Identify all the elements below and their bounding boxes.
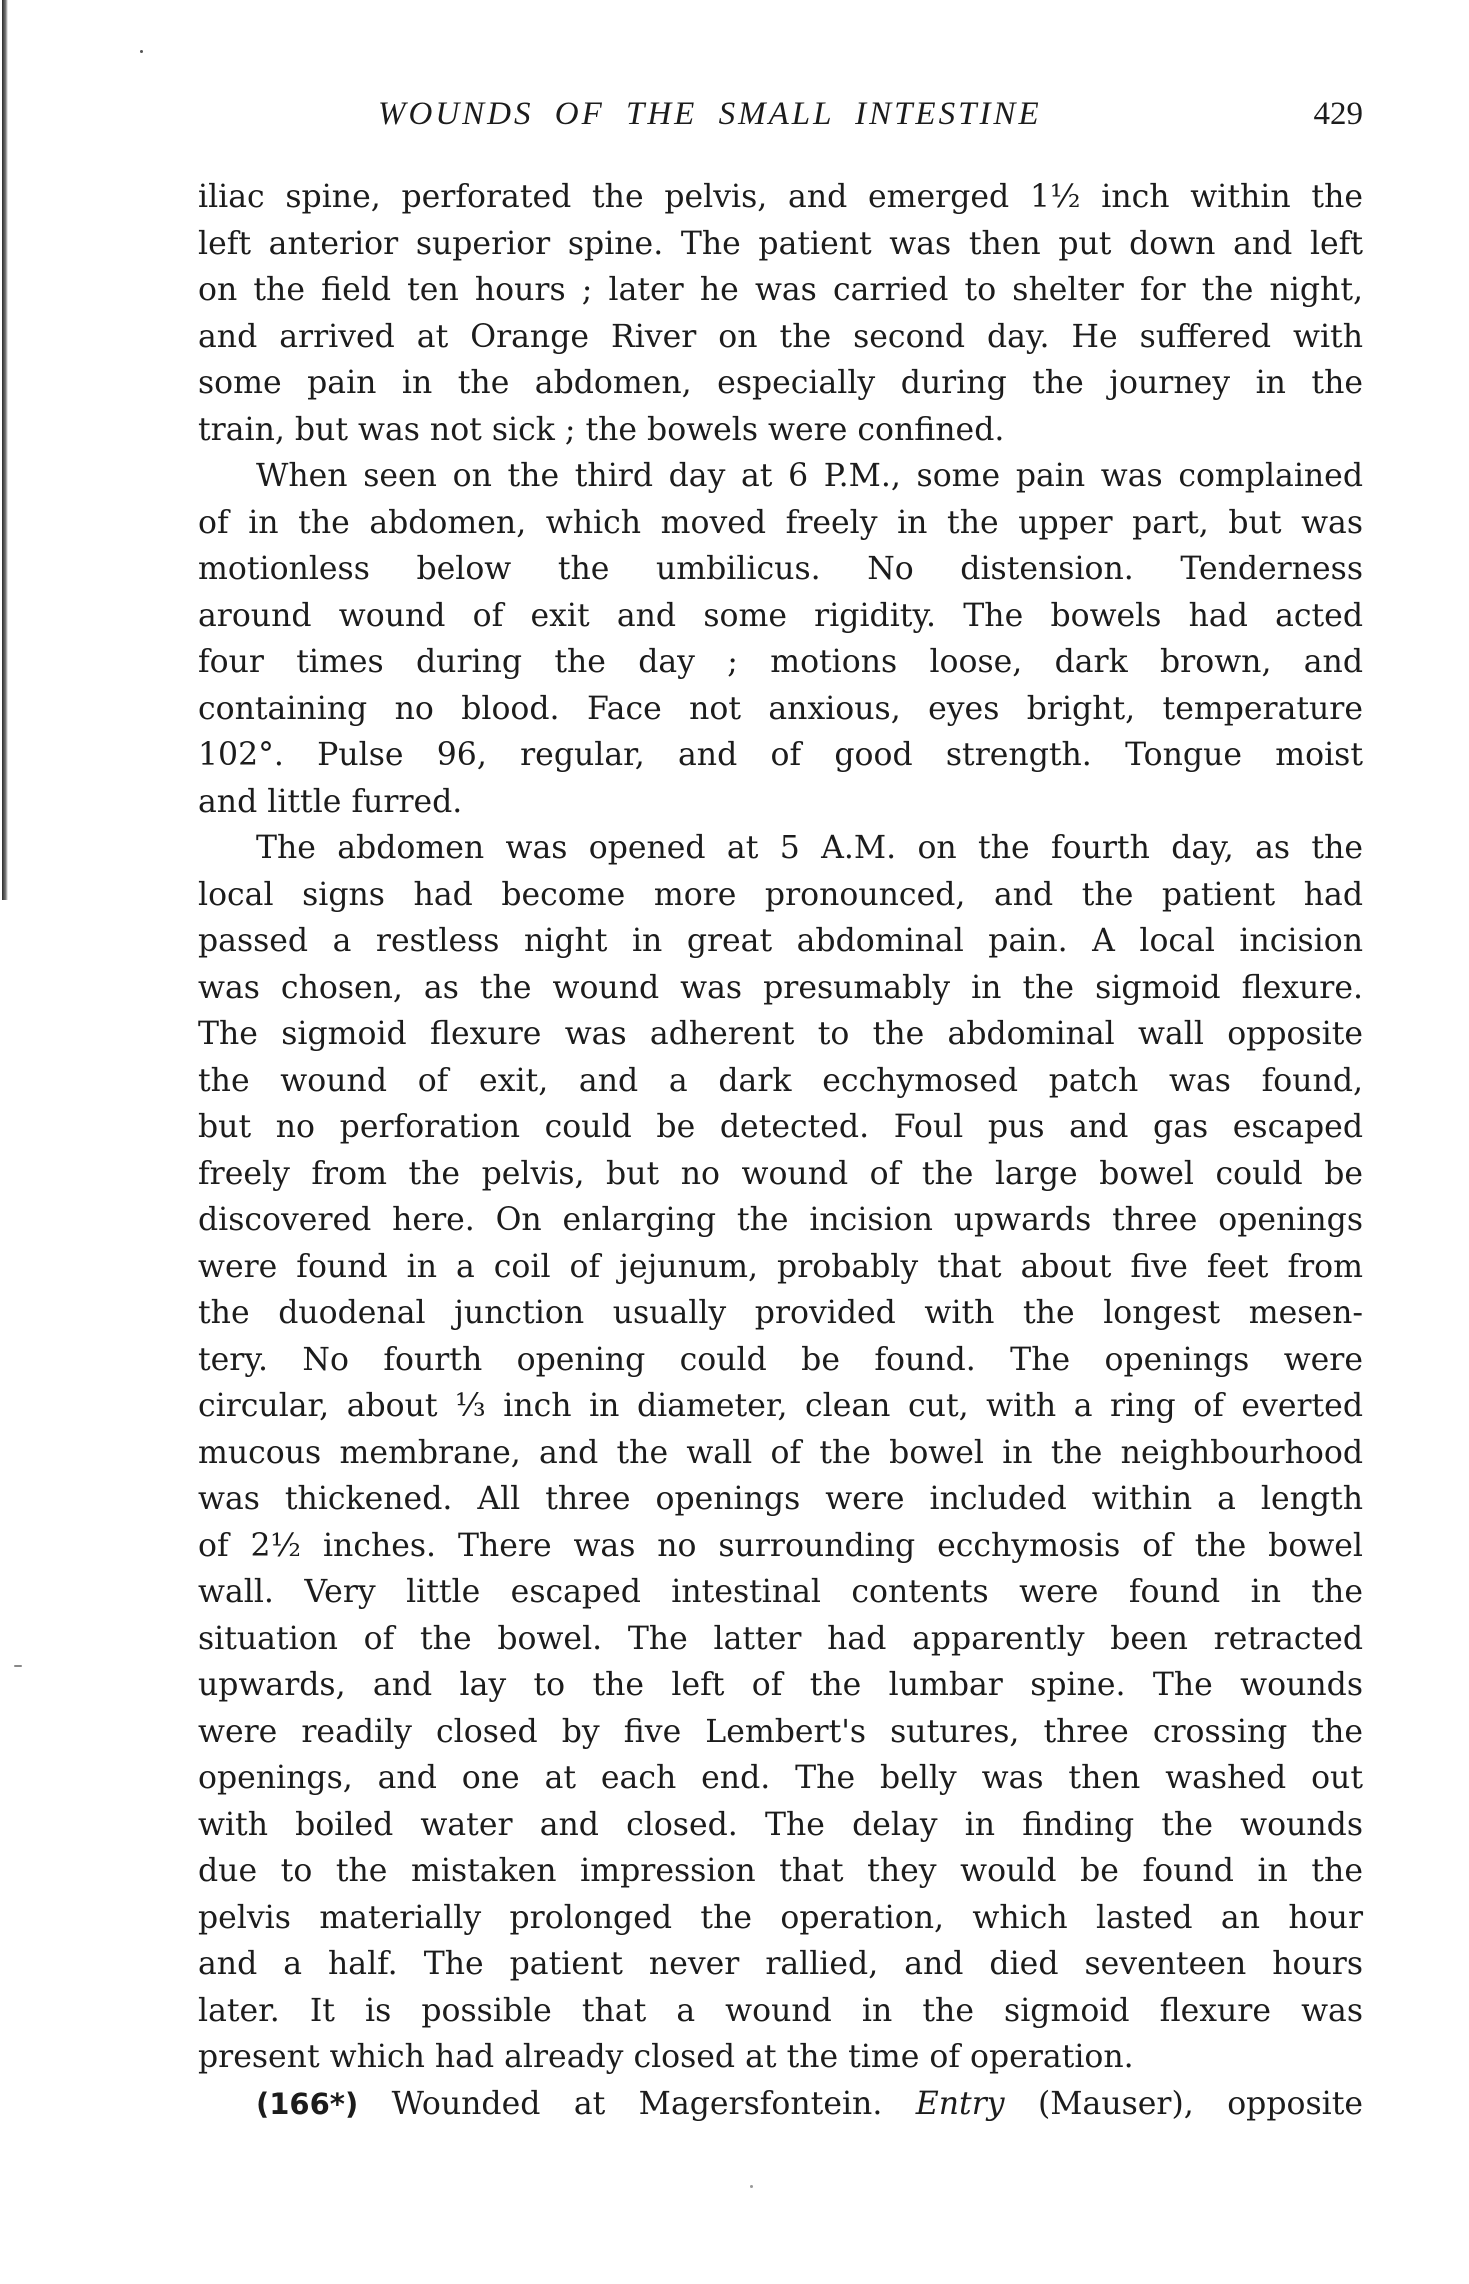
text-line: local signs had become more pronounced, and the patient had xyxy=(198,876,1363,913)
text-line: wall. Very little escaped intestinal contents were found in the xyxy=(198,1574,1363,1610)
text-line: with boiled water and closed. The delay in finding the wounds xyxy=(198,1806,1363,1843)
binding-edge-shadow xyxy=(2,0,8,900)
text-line: tery. No fourth opening could be found. The openings were xyxy=(198,1341,1363,1378)
text-line: situation of the bowel. The latter had apparently been retracted xyxy=(198,1620,1363,1657)
text-line: train, but was not sick ; the bowels were confined. xyxy=(198,411,1005,448)
text-line: and little furred. xyxy=(198,783,463,820)
text-line: but no perforation could be detected. Foul pus and gas escaped xyxy=(198,1109,1363,1145)
text-line: freely from the pelvis, but no wound of the large bowel could be xyxy=(198,1155,1363,1192)
text-line: The abdomen was opened at 5 A.M. on the fourth day, as the xyxy=(256,830,1363,866)
text-line: discovered here. On enlarging the incision upwards three openings xyxy=(198,1202,1363,1238)
case-entry-line xyxy=(198,2081,1363,2128)
text-line: iliac spine, perforated the pelvis, and emerged 1½ inch within the xyxy=(198,179,1363,215)
text-line: upwards, and lay to the left of the lumbar spine. The wounds xyxy=(198,1667,1363,1703)
text-line: 102°. Pulse 96, regular, and of good strength. Tongue moist xyxy=(198,737,1363,773)
running-title: WOUNDS OF THE SMALL INTESTINE xyxy=(378,96,1042,132)
case-text: Wounded at Magersfontein. xyxy=(358,2085,916,2122)
text-line: on the field ten hours ; later he was carried to shelter for the night, xyxy=(198,272,1363,308)
text-line: left anterior superior spine. The patient was then put down and left xyxy=(198,225,1363,262)
text-line: the wound of exit, and a dark ecchymosed patch was found, xyxy=(198,1062,1363,1099)
body-text xyxy=(198,174,1363,2127)
running-head xyxy=(198,96,1363,146)
text-line: some pain in the abdomen, especially during the journey in the xyxy=(198,365,1363,401)
text-line: four times during the day ; motions loose, dark brown, and xyxy=(198,644,1363,680)
text-line: was thickened. All three openings were included within a length xyxy=(198,1481,1363,1517)
text-line: passed a restless night in great abdominal pain. A local incision xyxy=(198,923,1363,959)
text-line: mucous membrane, and the wall of the bowel in the neighbourhood xyxy=(198,1434,1363,1471)
text-line: the duodenal junction usually provided with the longest mesen- xyxy=(198,1295,1363,1331)
text-line: around wound of exit and some rigidity. The bowels had acted xyxy=(198,597,1363,634)
text-line: The sigmoid flexure was adherent to the abdominal wall opposite xyxy=(198,1016,1363,1052)
text-line: were readily closed by five Lembert's sutures, three crossing the xyxy=(198,1713,1363,1750)
text-line: and a half. The patient never rallied, and died seventeen hours xyxy=(198,1946,1363,1982)
text-line: circular, about ⅓ inch in diameter, clean cut, with a ring of everted xyxy=(198,1388,1363,1424)
text-line: due to the mistaken impression that they would be found in the xyxy=(198,1853,1363,1889)
text-line: and arrived at Orange River on the second day. He suffered with xyxy=(198,318,1363,355)
text-line: were found in a coil of jejunum, probably that about five feet from xyxy=(198,1248,1363,1285)
text-line: pelvis materially prolonged the operation, which lasted an hour xyxy=(198,1899,1363,1936)
text-line: of 2½ inches. There was no surrounding ecchymosis of the bowel xyxy=(198,1527,1363,1564)
paper-speck xyxy=(14,1665,22,1667)
text-line: later. It is possible that a wound in the sigmoid flexure was xyxy=(198,1992,1363,2029)
paper-speck xyxy=(750,2185,753,2188)
entry-label: Entry xyxy=(915,2085,1005,2122)
text-line: motionless below the umbilicus. No distension. Tenderness xyxy=(198,551,1363,587)
text-line: openings, and one at each end. The belly was then washed out xyxy=(198,1760,1363,1796)
case-text-end: (Mauser), opposite xyxy=(1004,2085,1363,2122)
paper-speck xyxy=(140,50,143,53)
text-line: was chosen, as the wound was presumably in the sigmoid flexure. xyxy=(198,969,1363,1006)
text-line: When seen on the third day at 6 P.M., some pain was complained xyxy=(256,458,1363,494)
text-line: present which had already closed at the time of operation. xyxy=(198,2039,1134,2075)
case-number: (166*) xyxy=(256,2086,359,2121)
page-number: 429 xyxy=(1313,96,1363,132)
text-line: containing no blood. Face not anxious, eyes bright, temperature xyxy=(198,690,1363,727)
text-line: of in the abdomen, which moved freely in the upper part, but was xyxy=(198,504,1363,541)
